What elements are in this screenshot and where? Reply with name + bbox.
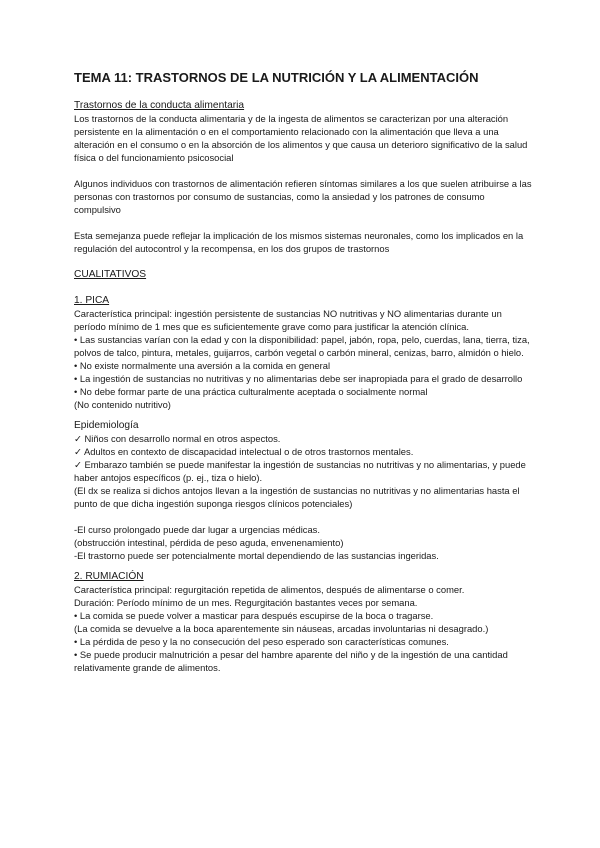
intro-heading: Trastornos de la conducta alimentaria — [74, 100, 245, 111]
course-line: (obstrucción intestinal, pérdida de peso aguda, envenenamiento) — [74, 537, 344, 548]
epidemiology-line: (El dx se realiza si dichos antojos llevan a la ingestión de sustancias no nutritivas y no alimentarias hasta el punto de que dicha ingestión suponga riesgos clínicos potenciales) — [74, 485, 520, 509]
intro-paragraph-2: Algunos individuos con trastornos de alimentación refieren síntomas similares a los que suelen atribuirse a las personas con trastornos por consumo de sustancias, como la ansiedad y los patrones de consumo compulsivo — [74, 178, 532, 215]
rumiacion-line: • La comida se puede volver a masticar para después escupirse de la boca o tragarse. — [74, 610, 434, 621]
pica-line: • No existe normalmente una aversión a la comida en general — [74, 360, 331, 371]
pica-line: • Las sustancias varían con la edad y con la disponibilidad: papel, jabón, ropa, pelo, cuerdas, lana, tierra, tiza, polvos de talco, pintura, metales, guijarros, carbón vegetal o carbón mineral, cenizas, barro, almidón o hielo. — [74, 334, 530, 358]
pica-line: • La ingestión de sustancias no nutritivas y no alimentarias debe ser inapropiada para el grado de desarrollo — [74, 373, 523, 384]
pica-line: Característica principal: ingestión persistente de sustancias NO nutritivas y NO alimentarias durante un período mínimo de 1 mes que es suficientemente grave como para justificar la atención clínica. — [74, 308, 502, 332]
epidemiology-heading: Epidemiología — [74, 420, 139, 431]
document-body — [74, 99, 534, 674]
rumiacion-line: Característica principal: regurgitación repetida de alimentos, después de alimentarse o comer. — [74, 584, 465, 595]
rumiacion-line: Duración: Período mínimo de un mes. Regurgitación bastantes veces por semana. — [74, 597, 418, 608]
rumiacion-line: (La comida se devuelve a la boca aparentemente sin náuseas, arcadas involuntarias ni desagrado.) — [74, 623, 489, 634]
pica-heading: 1. PICA — [74, 295, 110, 306]
rumiacion-line: • La pérdida de peso y la no consecución del peso esperado son características comunes. — [74, 636, 449, 647]
pica-line: (No contenido nutritivo) — [74, 399, 171, 410]
pica-line: • No debe formar parte de una práctica culturalmente aceptada o socialmente normal — [74, 386, 428, 397]
epidemiology-line: ✓ Niños con desarrollo normal en otros aspectos. — [74, 433, 281, 444]
course-line: -El trastorno puede ser potencialmente mortal dependiendo de las sustancias ingeridas. — [74, 550, 439, 561]
epidemiology-line: ✓ Adultos en contexto de discapacidad intelectual o de otros trastornos mentales. — [74, 446, 414, 457]
rumiacion-heading: 2. RUMIACIÓN — [74, 571, 144, 582]
intro-paragraph-1: Los trastornos de la conducta alimentaria y de la ingesta de alimentos se caracterizan por una alteración persistente en la alimentación o en el comportamiento relacionado con la alimentación que lleva a una alteración en el consumo o en la absorción de los alimentos y que causa un deterioro significativo de la salud física o del funcionamiento psicosocial — [74, 113, 528, 163]
rumiacion-line: • Se puede producir malnutrición a pesar del hambre aparente del niño y de la ingestión de una cantidad relativamente grande de alimentos. — [74, 649, 508, 673]
course-line: -El curso prolongado puede dar lugar a urgencias médicas. — [74, 524, 320, 535]
intro-paragraph-3: Esta semejanza puede reflejar la implicación de los mismos sistemas neuronales, como los implicados en la regulación del autocontrol y la recompensa, en los dos grupos de trastornos — [74, 230, 524, 254]
document-title: TEMA 11: TRASTORNOS DE LA NUTRICIÓN Y LA ALIMENTACIÓN — [74, 70, 479, 85]
epidemiology-line: ✓ Embarazo también se puede manifestar la ingestión de sustancias no nutritivas y no alimentarias, y puede haber antojos específicos (p. ej., tiza o hielo). — [74, 459, 526, 483]
section-cualitativos-heading: CUALITATIVOS — [74, 269, 147, 280]
